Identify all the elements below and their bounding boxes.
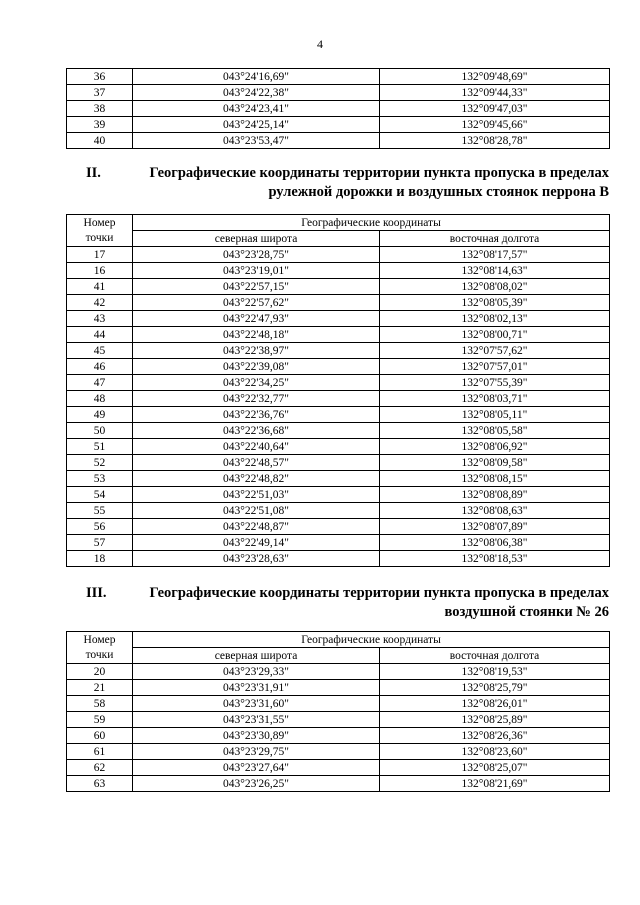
table-row (67, 247, 610, 263)
latitude-cell: 043°22'51,08" (133, 503, 380, 519)
latitude-header: северная широта (133, 231, 380, 247)
point-number-cell: 18 (67, 551, 133, 567)
table-row (67, 101, 610, 117)
point-number-cell: 54 (67, 487, 133, 503)
point-number-cell: 37 (67, 85, 133, 101)
latitude-header: северная широта (133, 648, 380, 664)
latitude-cell: 043°22'49,14" (133, 535, 380, 551)
longitude-cell: 132°08'18,53" (380, 551, 610, 567)
latitude-cell: 043°23'31,91" (133, 680, 380, 696)
section-3-title-line-2: воздушной стоянки № 26 (444, 604, 609, 620)
longitude-cell: 132°07'57,62" (380, 343, 610, 359)
table-row (67, 117, 610, 133)
point-number-cell: 39 (67, 117, 133, 133)
coordinates-group-header: Географические координаты (133, 215, 610, 231)
table-row (67, 471, 610, 487)
point-number-header-line-2: точки (85, 231, 114, 244)
longitude-cell: 132°08'05,58" (380, 423, 610, 439)
section-2-heading (86, 164, 609, 202)
latitude-cell: 043°23'30,89" (133, 728, 380, 744)
longitude-cell: 132°08'02,13" (380, 311, 610, 327)
latitude-cell: 043°23'19,01" (133, 263, 380, 279)
table-row (67, 664, 610, 680)
section-3-heading (86, 584, 609, 622)
point-number-cell: 20 (67, 664, 133, 680)
latitude-cell: 043°24'16,69" (133, 69, 380, 85)
longitude-cell: 132°08'19,53" (380, 664, 610, 680)
table-row (67, 519, 610, 535)
table-row (67, 503, 610, 519)
latitude-cell: 043°23'26,25" (133, 776, 380, 792)
table-row (67, 359, 610, 375)
point-number-header-line-1: Номер (83, 633, 116, 646)
table-row (67, 133, 610, 149)
table-row (67, 391, 610, 407)
latitude-cell: 043°22'47,93" (133, 311, 380, 327)
point-number-cell: 16 (67, 263, 133, 279)
table-row (67, 85, 610, 101)
point-number-cell: 41 (67, 279, 133, 295)
page-number: 4 (317, 37, 323, 51)
longitude-cell: 132°08'06,38" (380, 535, 610, 551)
point-number-cell: 62 (67, 760, 133, 776)
point-number-header (67, 215, 133, 247)
coordinates-table-apron-b (66, 214, 610, 567)
latitude-cell: 043°24'25,14" (133, 117, 380, 133)
point-number-cell: 36 (67, 69, 133, 85)
table-row (67, 744, 610, 760)
section-2-title-line-1: Географические координаты территории пункта пропуска в пределах (149, 165, 609, 181)
longitude-cell: 132°08'06,92" (380, 439, 610, 455)
table-body (67, 247, 610, 567)
table-row (67, 263, 610, 279)
latitude-cell: 043°23'31,55" (133, 712, 380, 728)
latitude-cell: 043°22'57,15" (133, 279, 380, 295)
table-row (67, 776, 610, 792)
longitude-cell: 132°08'08,63" (380, 503, 610, 519)
section-3-title-line-1: Географические координаты территории пункта пропуска в пределах (149, 585, 609, 601)
longitude-cell: 132°08'09,58" (380, 455, 610, 471)
point-number-cell: 47 (67, 375, 133, 391)
section-3-numeral: III. (86, 585, 107, 601)
table-row (67, 327, 610, 343)
point-number-cell: 53 (67, 471, 133, 487)
table-row (67, 343, 610, 359)
point-number-cell: 45 (67, 343, 133, 359)
latitude-cell: 043°22'32,77" (133, 391, 380, 407)
table-row (67, 728, 610, 744)
longitude-cell: 132°08'14,63" (380, 263, 610, 279)
longitude-cell: 132°08'08,02" (380, 279, 610, 295)
table-row (67, 295, 610, 311)
longitude-cell: 132°07'57,01" (380, 359, 610, 375)
table-row (67, 551, 610, 567)
coordinates-table-continued (66, 68, 610, 149)
latitude-cell: 043°22'48,57" (133, 455, 380, 471)
longitude-header: восточная долгота (380, 648, 610, 664)
point-number-header-line-2: точки (85, 648, 114, 661)
latitude-cell: 043°22'36,68" (133, 423, 380, 439)
latitude-cell: 043°22'48,87" (133, 519, 380, 535)
point-number-cell: 63 (67, 776, 133, 792)
longitude-cell: 132°08'08,89" (380, 487, 610, 503)
longitude-cell: 132°08'25,79" (380, 680, 610, 696)
latitude-cell: 043°23'27,64" (133, 760, 380, 776)
point-number-cell: 58 (67, 696, 133, 712)
table-row (67, 279, 610, 295)
point-number-cell: 43 (67, 311, 133, 327)
coordinates-group-header: Географические координаты (133, 632, 610, 648)
table-body (67, 69, 610, 149)
table-row (67, 487, 610, 503)
latitude-cell: 043°22'40,64" (133, 439, 380, 455)
table-row (67, 69, 610, 85)
longitude-cell: 132°08'25,89" (380, 712, 610, 728)
table-body (67, 664, 610, 792)
point-number-cell: 55 (67, 503, 133, 519)
longitude-cell: 132°08'23,60" (380, 744, 610, 760)
table-row (67, 455, 610, 471)
longitude-cell: 132°09'47,03" (380, 101, 610, 117)
longitude-header: восточная долгота (380, 231, 610, 247)
table-subheader-row (67, 231, 610, 247)
longitude-cell: 132°08'17,57" (380, 247, 610, 263)
latitude-cell: 043°23'31,60" (133, 696, 380, 712)
table-row (67, 439, 610, 455)
point-number-cell: 57 (67, 535, 133, 551)
table-row (67, 712, 610, 728)
latitude-cell: 043°23'53,47" (133, 133, 380, 149)
point-number-cell: 56 (67, 519, 133, 535)
longitude-cell: 132°07'55,39" (380, 375, 610, 391)
latitude-cell: 043°24'22,38" (133, 85, 380, 101)
point-number-cell: 44 (67, 327, 133, 343)
point-number-cell: 21 (67, 680, 133, 696)
longitude-cell: 132°08'25,07" (380, 760, 610, 776)
table-row (67, 311, 610, 327)
latitude-cell: 043°22'39,08" (133, 359, 380, 375)
latitude-cell: 043°22'57,62" (133, 295, 380, 311)
point-number-cell: 59 (67, 712, 133, 728)
table-row (67, 696, 610, 712)
latitude-cell: 043°22'51,03" (133, 487, 380, 503)
point-number-cell: 40 (67, 133, 133, 149)
table-row (67, 680, 610, 696)
point-number-cell: 48 (67, 391, 133, 407)
point-number-cell: 17 (67, 247, 133, 263)
longitude-cell: 132°08'05,11" (380, 407, 610, 423)
latitude-cell: 043°22'36,76" (133, 407, 380, 423)
latitude-cell: 043°22'38,97" (133, 343, 380, 359)
table-subheader-row (67, 648, 610, 664)
table-row (67, 535, 610, 551)
point-number-cell: 51 (67, 439, 133, 455)
table-row (67, 423, 610, 439)
latitude-cell: 043°23'28,75" (133, 247, 380, 263)
longitude-cell: 132°08'05,39" (380, 295, 610, 311)
table-row (67, 407, 610, 423)
latitude-cell: 043°23'28,63" (133, 551, 380, 567)
point-number-header-line-1: Номер (83, 216, 116, 229)
latitude-cell: 043°22'48,18" (133, 327, 380, 343)
point-number-cell: 46 (67, 359, 133, 375)
section-2-numeral: II. (86, 165, 101, 181)
longitude-cell: 132°08'26,36" (380, 728, 610, 744)
longitude-cell: 132°09'44,33" (380, 85, 610, 101)
longitude-cell: 132°08'03,71" (380, 391, 610, 407)
longitude-cell: 132°08'21,69" (380, 776, 610, 792)
longitude-cell: 132°08'28,78" (380, 133, 610, 149)
latitude-cell: 043°23'29,33" (133, 664, 380, 680)
point-number-cell: 50 (67, 423, 133, 439)
longitude-cell: 132°09'45,66" (380, 117, 610, 133)
longitude-cell: 132°08'08,15" (380, 471, 610, 487)
point-number-cell: 42 (67, 295, 133, 311)
table-row (67, 375, 610, 391)
section-2-title-line-2: рулежной дорожки и воздушных стоянок перрона В (268, 184, 609, 200)
table-row (67, 760, 610, 776)
latitude-cell: 043°24'23,41" (133, 101, 380, 117)
latitude-cell: 043°22'34,25" (133, 375, 380, 391)
point-number-cell: 61 (67, 744, 133, 760)
latitude-cell: 043°23'29,75" (133, 744, 380, 760)
table-header-row (67, 632, 610, 648)
point-number-cell: 52 (67, 455, 133, 471)
latitude-cell: 043°22'48,82" (133, 471, 380, 487)
longitude-cell: 132°08'26,01" (380, 696, 610, 712)
point-number-cell: 38 (67, 101, 133, 117)
longitude-cell: 132°08'00,71" (380, 327, 610, 343)
point-number-cell: 49 (67, 407, 133, 423)
coordinates-table-stand-26 (66, 631, 610, 792)
point-number-header (67, 632, 133, 664)
table-header-row (67, 215, 610, 231)
longitude-cell: 132°09'48,69" (380, 69, 610, 85)
longitude-cell: 132°08'07,89" (380, 519, 610, 535)
point-number-cell: 60 (67, 728, 133, 744)
